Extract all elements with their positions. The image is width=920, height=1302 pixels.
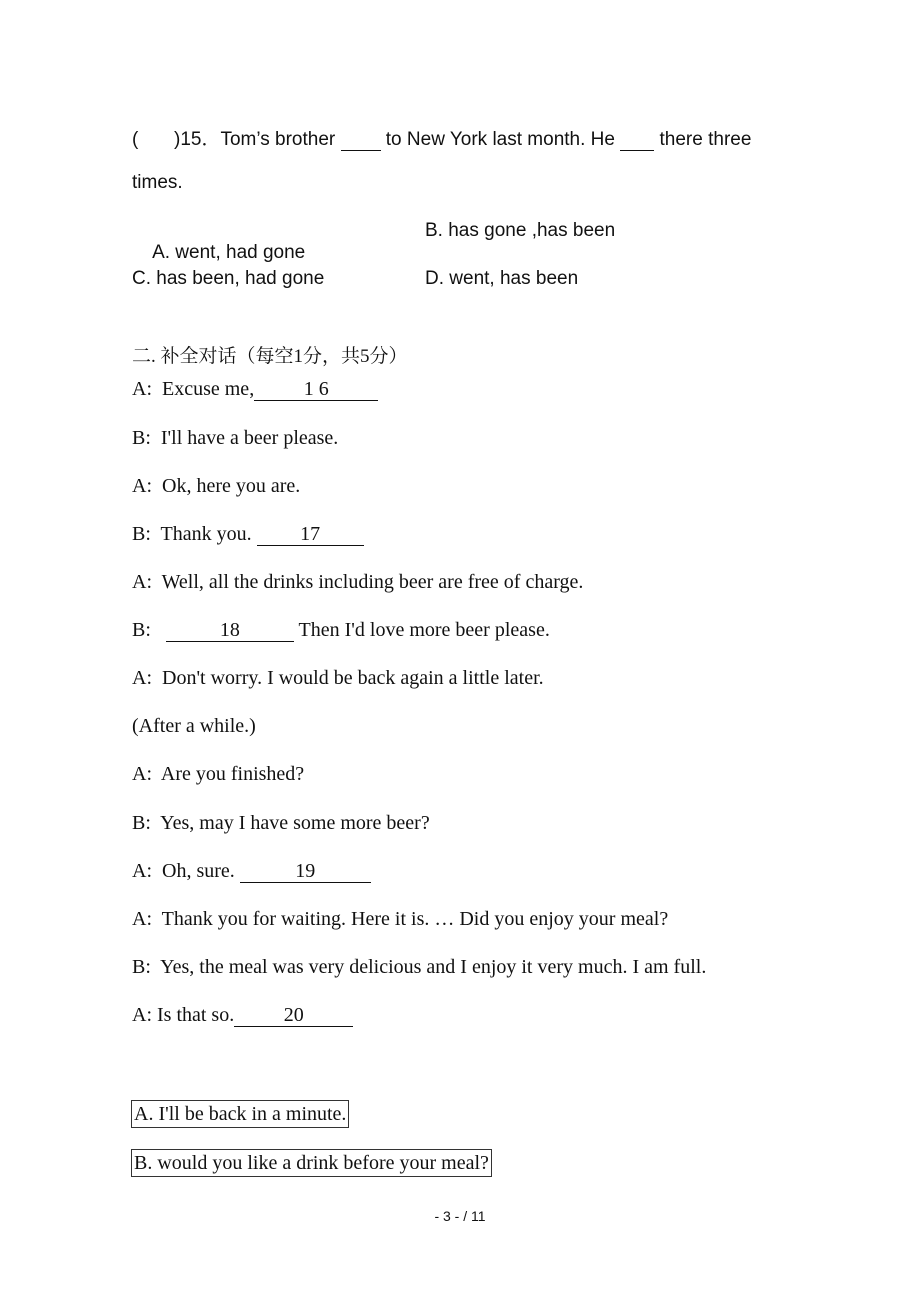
dialogue-line-7: A: Don't worry. I would be back again a little later.: [132, 667, 544, 689]
dialogue-line-5: A: Well, all the drinks including beer are free of charge.: [132, 571, 584, 593]
blank-18: 18: [166, 620, 294, 642]
section-heading: 二. 补全对话（每空1分，共5分）: [132, 346, 408, 367]
dialogue-line-1: A: Excuse me, 1 6: [132, 378, 378, 401]
option-b: B. has gone ,has been: [425, 220, 616, 241]
question-15-line1: ( )15．Tom’s brother to New York last month. He there three: [132, 129, 752, 150]
dialogue-line-10: B: Yes, may I have some more beer?: [132, 812, 430, 834]
dialogue-line-14: A: Is that so. 20: [132, 1004, 353, 1027]
blank-17: 17: [257, 524, 364, 546]
blank-2: [620, 130, 654, 151]
choice-b-box: B. would you like a drink before your meal?: [131, 1149, 492, 1177]
blank-20: 20: [234, 1005, 353, 1027]
dialogue-line-8: (After a while.): [132, 715, 256, 737]
dialogue-line-13: B: Yes, the meal was very delicious and I enjoy it very much. I am full.: [132, 956, 707, 978]
option-d: D. went, has been: [425, 268, 579, 289]
dialogue-line-3: A: Ok, here you are.: [132, 475, 301, 497]
option-a: A. went, had gone: [152, 242, 306, 263]
dialogue-line-12: A: Thank you for waiting. Here it is. … Did you enjoy your meal?: [132, 908, 669, 930]
blank-16: 1 6: [254, 379, 378, 401]
dialogue-line-2: B: I'll have a beer please.: [132, 427, 339, 449]
blank-19: 19: [240, 861, 371, 883]
blank-1: [341, 130, 381, 151]
question-15-line2: times.: [132, 172, 183, 193]
option-c: C. has been, had gone: [132, 268, 325, 289]
answer-paren: (: [132, 129, 139, 150]
page-number: - 3 - / 11: [434, 1208, 486, 1224]
dialogue-line-11: A: Oh, sure. 19: [132, 860, 371, 883]
dialogue-line-6: B: 18 Then I'd love more beer please.: [132, 619, 550, 641]
dialogue-line-4: B: Thank you. 17: [132, 523, 364, 546]
dialogue-line-9: A: Are you finished?: [132, 763, 305, 785]
question-number: 15．: [180, 129, 221, 150]
choice-a-box: A. I'll be back in a minute.: [131, 1100, 349, 1128]
